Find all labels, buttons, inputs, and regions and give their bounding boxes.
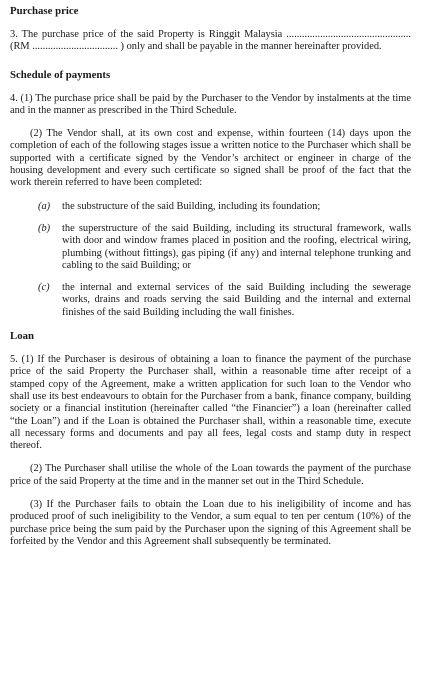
clause-4-2: (2) The Vendor shall, at its own cost and expense, within fourteen (14) days upon the completion of each of the following stages issue a written notice to the Purchaser which shall be supported with a certificate signed by the Vendor’s architect or engineer in charge of the housing development and every such certificate so signed shall be proof of the fact that the work therein referred to have been completed: xyxy=(10,128,411,189)
list-item-text: the internal and external services of the said Building including the sewerage works, drains and roads serving the said Building and the internal and external finishes of the said Building including the wall finishes. xyxy=(62,282,411,318)
clause-4-1: 4. (1) The purchase price shall be paid by the Purchaser to the Vendor by instalments at the time and in the manner as prescribed in the Third Schedule. xyxy=(10,92,411,116)
document-page xyxy=(10,4,411,548)
list-item xyxy=(10,223,411,272)
clause-5-1: 5. (1) If the Purchaser is desirous of obtaining a loan to finance the payment of the purchase price of the said Property the Purchaser shall, within a reasonable time after receipt of a stamped copy of the Agreement, make a written application for such loan to the Vendor who shall use its best endeavours to obtain for the Purchaser from a bank, finance company, building society or a financial institution (hereinafter called “the Financier”) a loan (hereinafter called “the Loan”) and if the Loan is obtained the Purchaser shall, within a reasonable time, execute all necessary forms and documents and pay all fees, legal costs and stamp duty in respect thereof. xyxy=(10,354,411,452)
list-item-label: (a) xyxy=(38,200,51,212)
list-item-label: (b) xyxy=(38,222,51,234)
clause-5-3: (3) If the Purchaser fails to obtain the Loan due to his ineligibility of income and has produced proof of such ineligibility to the Vendor, a sum equal to ten per centum (10%) of the purchase price being the sum paid by the Purchaser upon the signing of this Agreement shall be forfeited by the Vendor and this Agreement shall subsequently be terminated. xyxy=(10,499,411,547)
clause-5-2: (2) The Purchaser shall utilise the whole of the Loan towards the payment of the purchase price of the said Property at the time and in the manner set out in the Third Schedule. xyxy=(10,463,411,487)
heading-schedule-of-payments: Schedule of payments xyxy=(10,68,111,81)
list-item-label: (c) xyxy=(38,282,50,294)
list-item xyxy=(10,201,411,213)
heading-purchase-price: Purchase price xyxy=(10,5,79,17)
stages-list xyxy=(10,201,411,319)
list-item xyxy=(10,282,411,319)
heading-loan: Loan xyxy=(10,330,35,343)
list-item-text: the superstructure of the said Building, including its structural framework, walls with door and window frames placed in position and the roofing, electrical wiring, plumbing (without fittings), gas piping (if any) and internal telephone trunking and cabling to the said Building; or xyxy=(62,222,411,271)
clause-3: 3. The purchase price of the said Property is Ringgit Malaysia ................................................ (RM ................................. ) only and shall be payable in the manner hereinafter provided. xyxy=(10,29,411,53)
list-item-text: the substructure of the said Building, including its foundation; xyxy=(62,200,321,212)
